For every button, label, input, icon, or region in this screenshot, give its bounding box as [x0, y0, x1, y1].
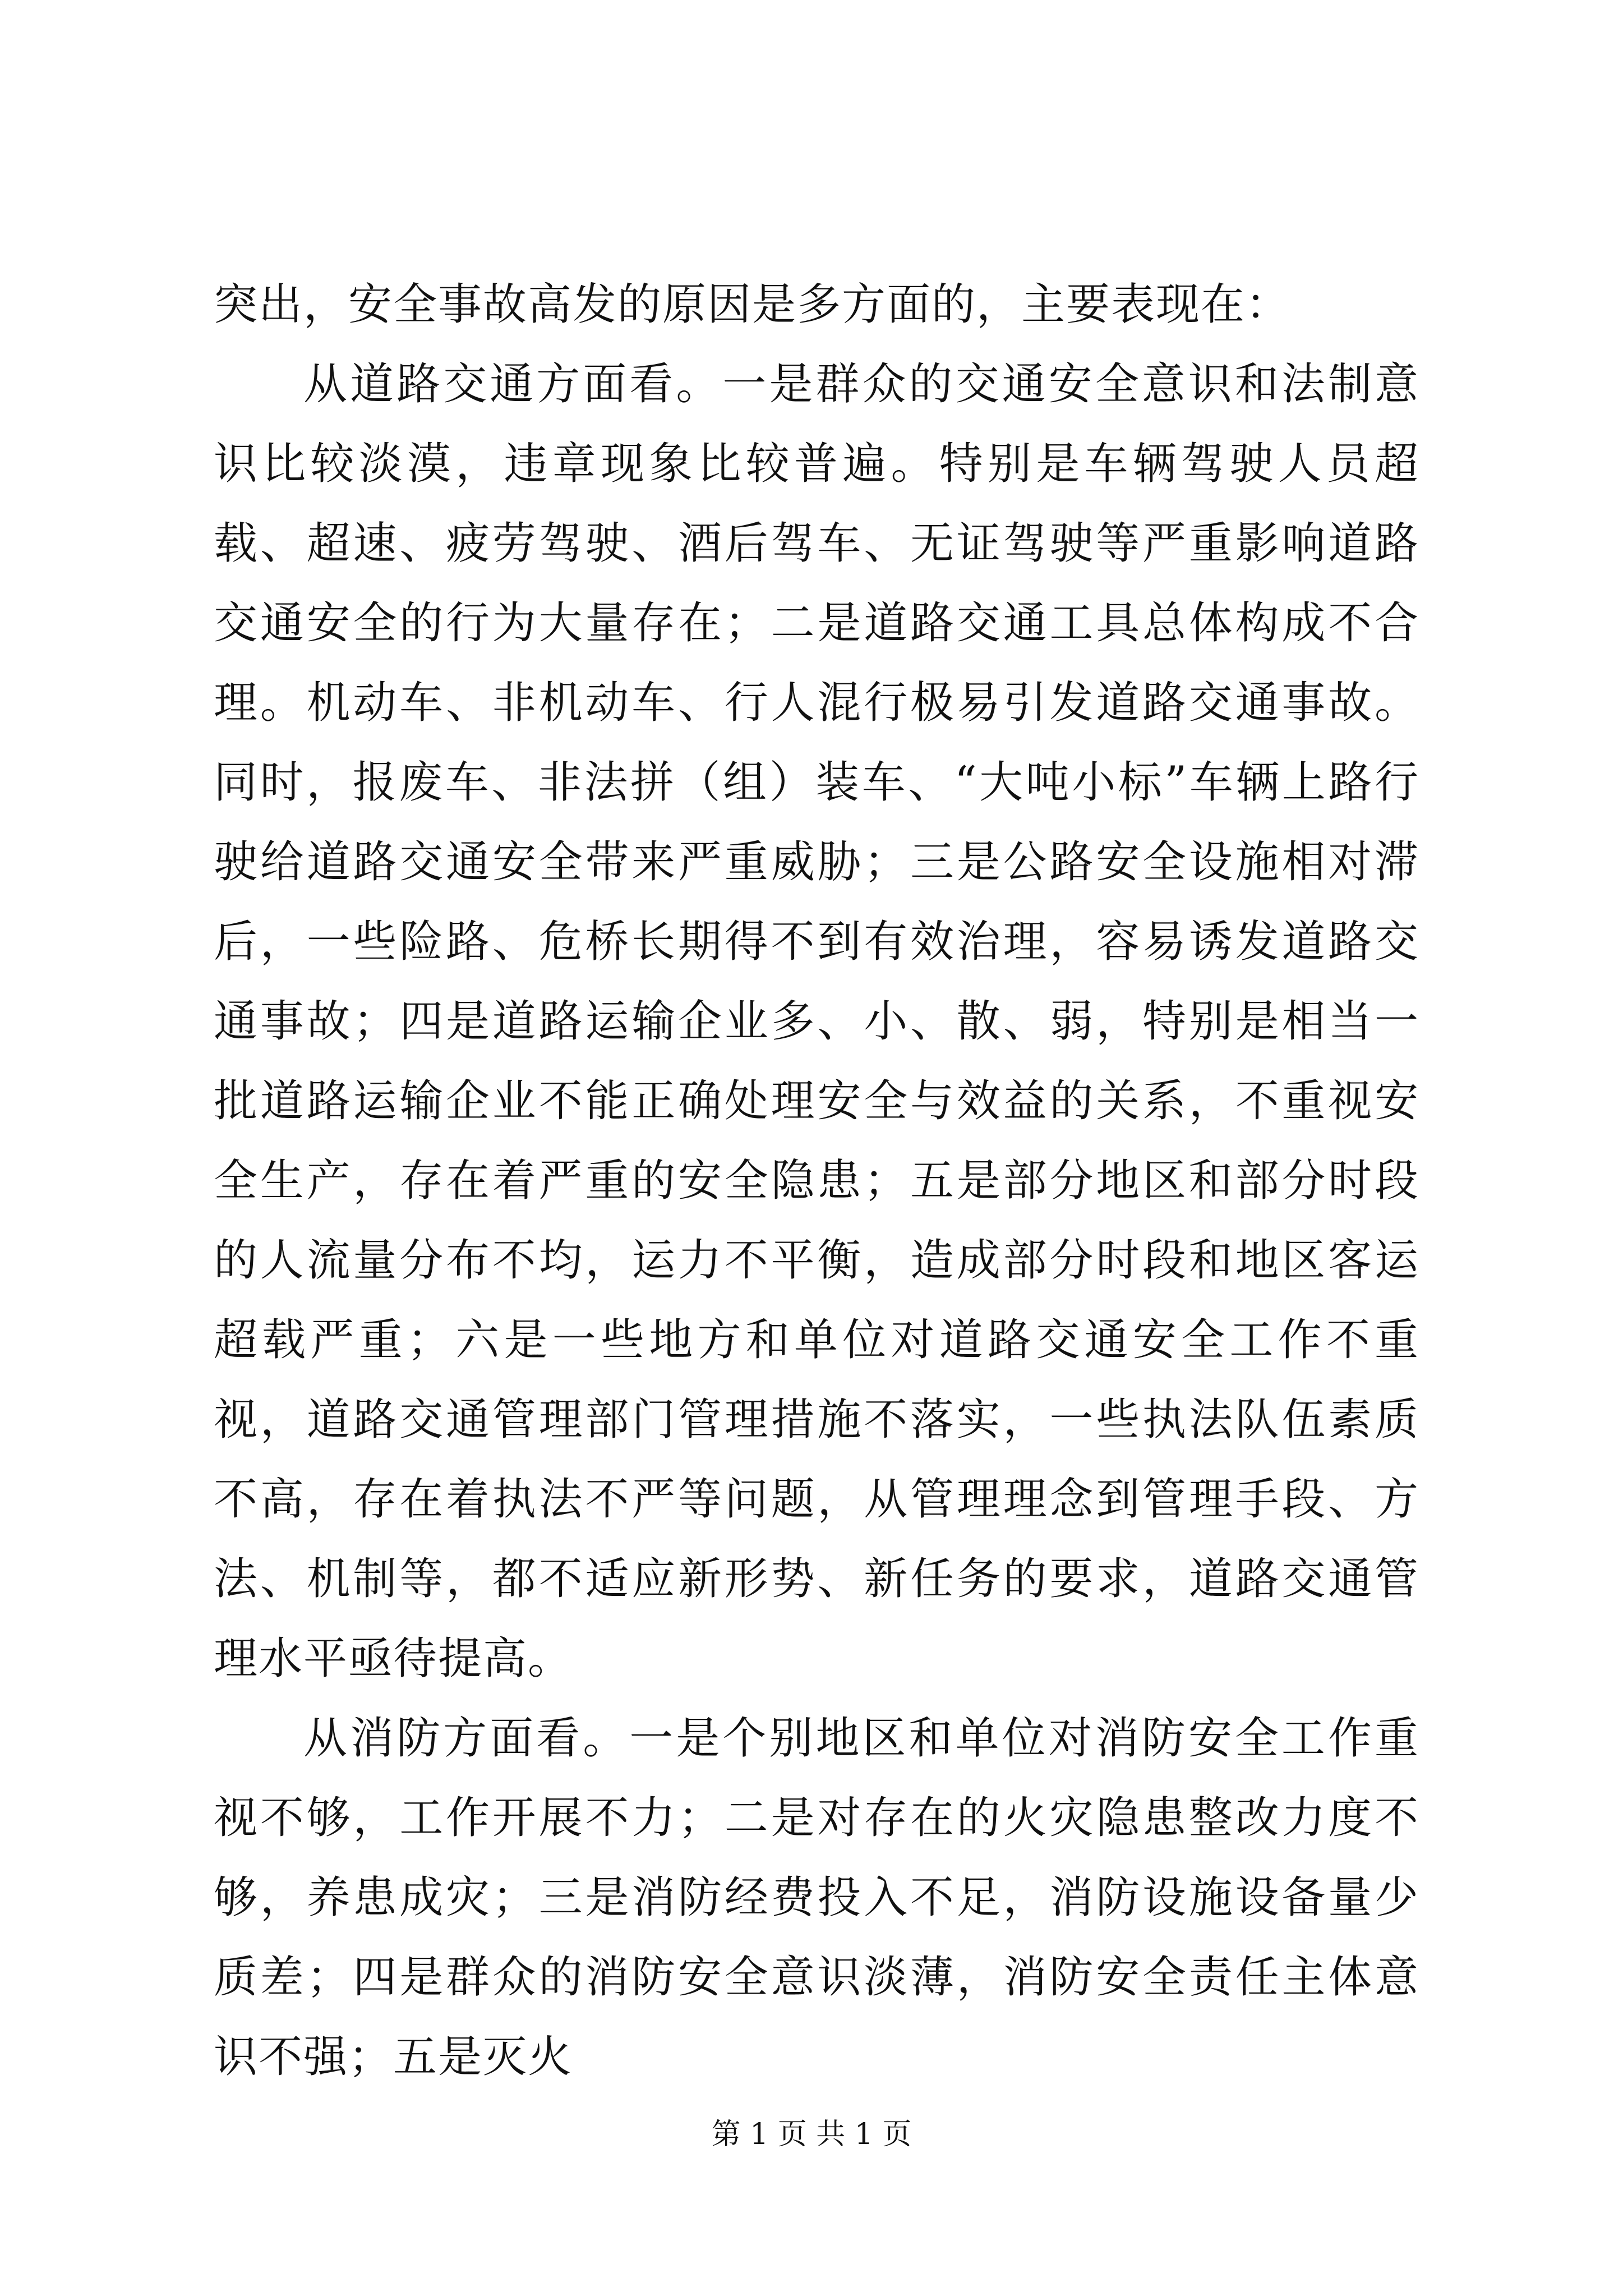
- paragraph-road-traffic: 从道路交通方面看。一是群众的交通安全意识和法制意识比较淡漠，违章现象比较普遍。特别是车辆驾驶人员超载、超速、疲劳驾驶、酒后驾车、无证驾驶等严重影响道路交通安全的行为大量存在；二是道路交通工具总体构成不合理。机动车、非机动车、行人混行极易引发道路交通事故。同时，报废车、非法拼（组）装车、“大吨小标”车辆上路行驶给道路交通安全带来严重威胁；三是公路安全设施相对滞后，一些险路、危桥长期得不到有效治理，容易诱发道路交通事故；四是道路运输企业多、小、散、弱，特别是相当一批道路运输企业不能正确处理安全与效益的关系，不重视安全生产，存在着严重的安全隐患；五是部分地区和部分时段的人流量分布不均，运力不平衡，造成部分时段和地区客运超载严重；六是一些地方和单位对道路交通安全工作不重视，道路交通管理部门管理措施不落实，一些执法队伍素质不高，存在着执法不严等问题，从管理理念到管理手段、方法、机制等，都不适应新形势、新任务的要求，道路交通管理水平亟待提高。: [214, 359, 1419, 1684]
- paragraph-intro-fragment: 突出，安全事故高发的原因是多方面的，主要表现在：: [214, 279, 1291, 330]
- page-footer: 第 1 页 共 1 页: [711, 2118, 912, 2151]
- document-body: [214, 265, 1419, 2097]
- paragraph-fire-safety: 从消防方面看。一是个别地区和单位对消防安全工作重视不够，工作开展不力；二是对存在的火灾隐患整改力度不够，养患成灾；三是消防经费投入不足，消防设施设备量少质差；四是群众的消防安全意识淡薄，消防安全责任主体意识不强；五是灭火: [214, 1713, 1419, 2082]
